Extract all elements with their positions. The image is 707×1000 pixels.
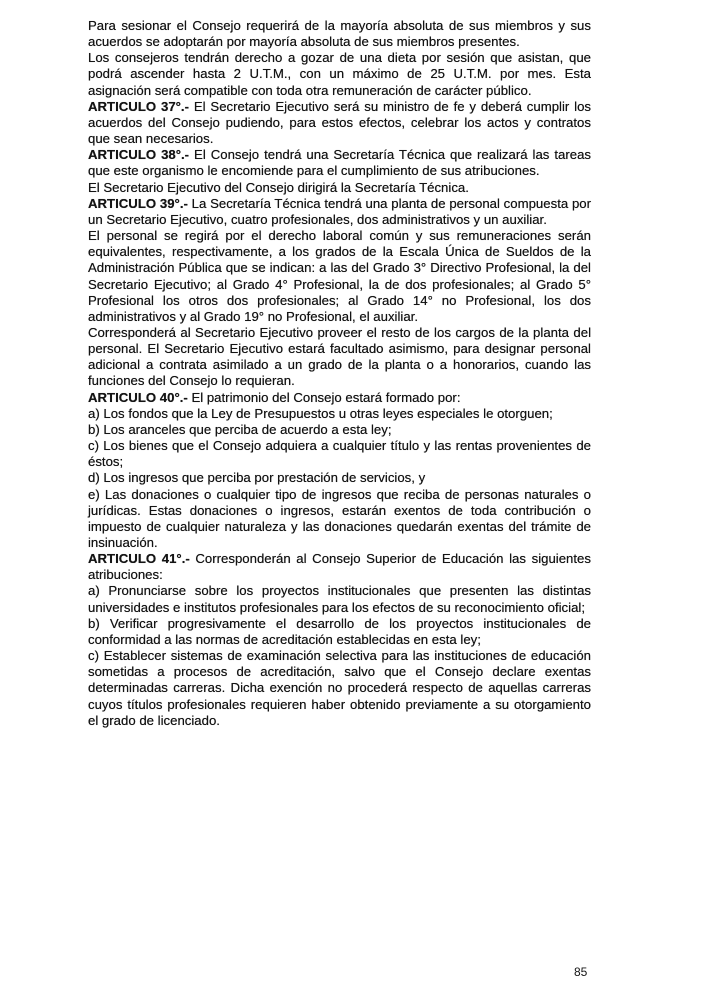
article-37: ARTICULO 37°.- El Secretario Ejecutivo será su ministro de fe y deberá cumplir los acuerdos del Consejo pudiendo, para estos efectos, celebrar los actos y contratos que sean necesarios. — [88, 98, 591, 147]
article-39: ARTICULO 39°.- La Secretaría Técnica tendrá una planta de personal compuesta por un Secretario Ejecutivo, cuatro profesionales, dos administrativos y un auxiliar. — [88, 195, 592, 227]
article-heading: ARTICULO 39°.- — [88, 195, 188, 211]
paragraph-personal: El personal se regirá por el derecho laboral común y sus remuneraciones serán equivalentes, respectivamente, a los grados de la Escala Única de Sueldos de la Administración Pública que se indican: a las del Grado 3° Directivo Profesional, la del Secretario Ejecutivo; al Grado 4° Profesional, la de dos profesionales; al Grado 5° Profesional los otros dos profesionales; al Grado 14° no Profesional, los dos administrativos y al Grado 19° no Profesional, el auxiliar. — [88, 228, 591, 324]
list-item-a: a) Pronunciarse sobre los proyectos institucionales que presenten las distintas universidades e institutos profesionales para los efectos de su reconocimiento oficial; — [88, 583, 591, 615]
article-heading: ARTICULO 40°.- — [88, 389, 188, 405]
article-heading: ARTICULO 38°.- — [88, 147, 190, 163]
article-41: ARTICULO 41°.- Corresponderán al Consejo Superior de Educación las siguientes atribuciones: — [88, 551, 591, 583]
paragraph-cargos: Corresponderá al Secretario Ejecutivo proveer el resto de los cargos de la planta del personal. El Secretario Ejecutivo estará facultado asimismo, para designar personal adicional a contrata asimilado a un grado de la planta o a honorarios, cuando las funciones del Consejo lo requieran. — [88, 324, 591, 389]
list-item-b: b) Los aranceles que perciba de acuerdo a esta ley; — [88, 421, 392, 437]
list-item-d: d) Los ingresos que perciba por prestación de servicios, y — [88, 470, 426, 486]
paragraph-quorum: Para sesionar el Consejo requerirá de la mayoría absoluta de sus miembros y sus acuerdos se adoptarán por mayoría absoluta de sus miembros presentes. — [88, 18, 591, 50]
paragraph-dieta: Los consejeros tendrán derecho a gozar de una dieta por sesión que asistan, que podrá ascender hasta 2 U.T.M., con un máximo de 25 U.T.M. por mes. Esta asignación será compatible con toda otra remuneración de carácter público. — [88, 50, 591, 98]
article-heading: ARTICULO 41°.- — [88, 551, 190, 567]
list-item-e: e) Las donaciones o cualquier tipo de ingresos que reciba de personas naturales o jurídicas. Estas donaciones o ingresos, estarán exentos de toda contribución o impuesto de cualquier naturaleza y las donaciones quedarán exentas del trámite de insinuación. — [88, 486, 591, 550]
article-heading: ARTICULO 37°.- — [88, 98, 189, 114]
article-38: ARTICULO 38°.- El Consejo tendrá una Secretaría Técnica que realizará las tareas que este organismo le encomiende para el cumplimiento de sus atribuciones. — [88, 147, 591, 179]
list-item-c: c) Establecer sistemas de examinación selectiva para las instituciones de educación sometidas a procesos de acreditación, salvo que el Consejo declare exentas determinadas carreras. Dicha exención no procederá respecto de aquellas carreras cuyos títulos profesionales requieren haber obtenido previamente a su otorgamiento el grado de licenciado. — [88, 648, 591, 728]
document-body — [88, 18, 591, 729]
list-item-a: a) Los fondos que la Ley de Presupuestos u otras leyes especiales le otorguen; — [88, 405, 553, 421]
list-item-b: b) Verificar progresivamente el desarrollo de los proyectos institucionales de conformidad a las normas de acreditación establecidas en esta ley; — [88, 615, 591, 647]
list-item-c: c) Los bienes que el Consejo adquiera a cualquier título y las rentas provenientes de éstos; — [88, 438, 591, 470]
article-40: ARTICULO 40°.- El patrimonio del Consejo estará formado por: — [88, 389, 461, 405]
paragraph-secretaria: El Secretario Ejecutivo del Consejo dirigirá la Secretaría Técnica. — [88, 179, 469, 195]
page-number: 85 — [574, 965, 588, 979]
